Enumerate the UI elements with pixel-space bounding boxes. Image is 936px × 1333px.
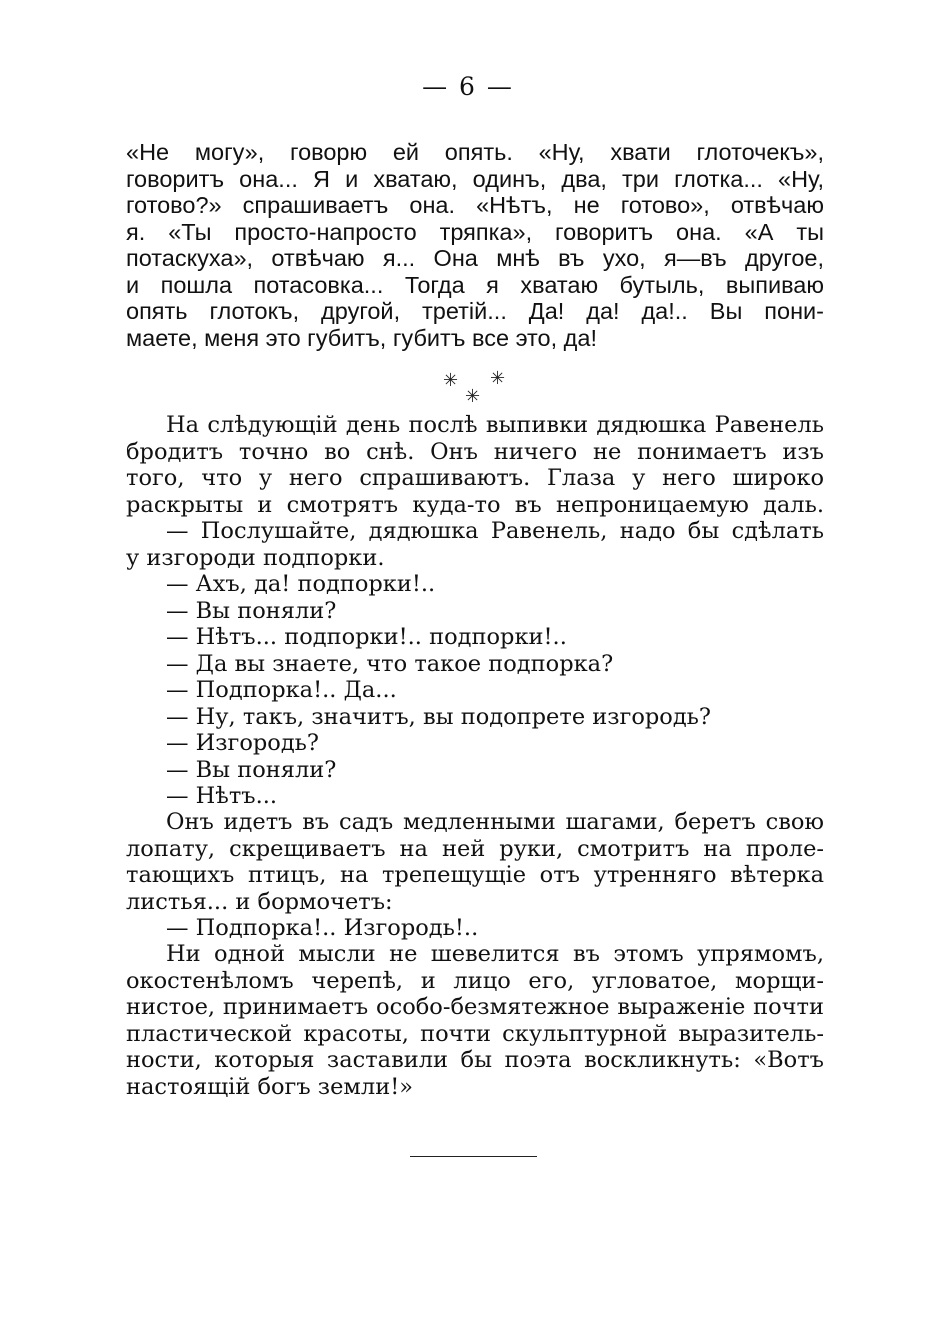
text-line: пластической красоты, почти скульптурной выразитель- xyxy=(126,1020,824,1047)
end-rule xyxy=(410,1156,537,1157)
text-line: На слѣдующій день послѣ выпивки дядюшка Равенель xyxy=(166,412,824,438)
text-line: настоящій богъ земли!» xyxy=(126,1073,413,1100)
dialogue-line: — Подпорка!.. Да... xyxy=(166,677,397,703)
text-line: — Подпорка!.. Изгородь!.. xyxy=(166,915,479,941)
text-line: я. «Ты просто-напросто тряпка», говоритъ она. «А ты xyxy=(126,218,824,245)
text-line: нистое, принимаетъ особо-безмятежное выраженіе почти xyxy=(126,994,824,1020)
text-line: и пошла потасовка... Тогда я хватаю бутыль, выпиваю xyxy=(126,271,824,298)
dialogue-line: — Да вы знаете, что такое подпорка? xyxy=(166,650,614,677)
dialogue-line: — Изгородь? xyxy=(166,730,319,756)
asterisk-icon: ✳ xyxy=(465,386,481,407)
asterisk-icon: ✳ xyxy=(443,370,459,391)
asterisk-icon: ✳ xyxy=(490,368,506,389)
paragraph-4 xyxy=(126,941,824,1100)
asterism-glyphs xyxy=(0,362,936,407)
text-line: Ни одной мысли не шевелится въ этомъ упрямомъ, xyxy=(166,941,824,967)
text-line: ности, которыя заставили бы поэта воскликнуть: «Вотъ xyxy=(126,1047,824,1073)
text-line: окостенѣломъ черепѣ, и лицо его, угловатое, морщи- xyxy=(126,967,824,994)
dialogue-line: — Вы поняли? xyxy=(166,597,337,624)
text-line: говоритъ она... Я и хватаю, одинъ, два, три глотка... «Ну, xyxy=(126,165,824,192)
dialogue-line: — Ну, такъ, значитъ, вы подопрете изгородь? xyxy=(166,703,711,730)
text-line: тающихъ птицъ, на трепещущіе отъ утренняго вѣтерка xyxy=(126,862,824,888)
dialogue-line: — Ахъ, да! подпорки!.. xyxy=(166,571,436,597)
dialogue-line: — Вы поняли? xyxy=(166,756,337,783)
paragraph-3 xyxy=(126,809,824,942)
dialogue-line: — Послушайте, дядюшка Равенель, надо бы сдѣлать xyxy=(166,518,824,544)
dialogue xyxy=(126,518,824,810)
text-line: лопату, скрещиваетъ на ней руки, смотритъ на проле- xyxy=(126,835,824,862)
paragraph-1 xyxy=(126,139,824,351)
text-line: раскрыты и смотрятъ куда-то въ непроницаемую даль. xyxy=(126,491,824,518)
dialogue-line: — Нѣтъ... xyxy=(166,783,278,809)
text-line: готово?» спрашиваетъ она. «Нѣтъ, не готово», отвѣчаю xyxy=(126,192,824,218)
text-line: бродитъ точно во снѣ. Онъ ничего не понимаетъ изъ xyxy=(126,438,824,465)
text-line: опять глотокъ, другой, третій... Да! да! да!.. Вы пони- xyxy=(126,298,824,324)
dialogue-line: — Нѣтъ... подпорки!.. подпорки!.. xyxy=(166,624,567,650)
dialogue-line: у изгороди подпорки. xyxy=(126,544,385,571)
page-number: — 6 — xyxy=(422,72,514,101)
text-line: маете, меня это губитъ, губитъ все это, да! xyxy=(126,324,597,351)
text-line: листья... и бормочетъ: xyxy=(126,888,393,915)
text-line: Онъ идетъ въ садъ медленными шагами, беретъ свою xyxy=(166,809,824,835)
text-line: потаскуха», отвѣчаю я... Она мнѣ въ ухо, я—въ другое, xyxy=(126,245,824,271)
paragraph-2 xyxy=(126,412,824,518)
text-line: «Не могу», говорю ей опять. «Ну, хвати глоточекъ», xyxy=(126,139,824,165)
text-line: того, что у него спрашиваютъ. Глаза у него широко xyxy=(126,465,824,491)
